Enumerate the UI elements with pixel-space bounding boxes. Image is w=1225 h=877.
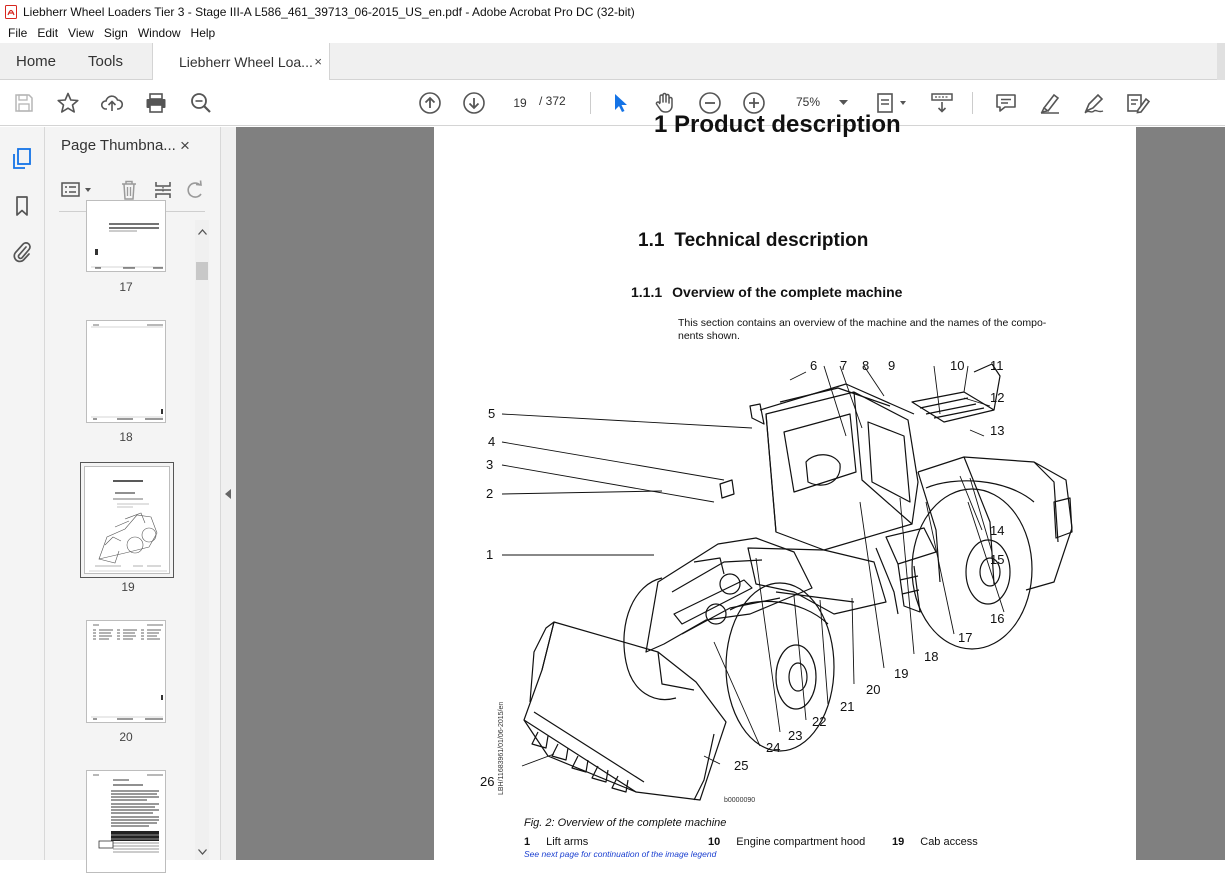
thumbnail-page-17[interactable] [86,200,166,272]
menu-sign[interactable]: Sign [103,26,128,40]
callout-4: 4 [488,434,496,449]
chapter-heading: 1 Product description [654,111,901,138]
page-thumbnails-icon[interactable] [11,147,33,171]
save-icon[interactable] [12,91,36,115]
legend-item-10 [708,836,865,848]
callout-22: 22 [812,714,827,729]
callout-9: 9 [888,358,896,373]
comment-icon[interactable] [994,91,1018,115]
menu-window[interactable]: Window [137,26,181,40]
sign-pen-icon[interactable] [1082,91,1106,115]
figure-code: b0000090 [724,797,756,804]
section-title: Technical description [674,230,869,251]
callout-16: 16 [990,611,1005,626]
document-side-code: LBH/11683961/01/06-2015/en [498,701,505,795]
toolbar-divider [972,92,973,114]
legend-number: 19 [892,836,905,848]
collapse-panel-icon[interactable] [225,489,232,501]
document-viewer[interactable] [236,111,1225,860]
callout-10: 10 [950,358,965,373]
callout-23: 23 [788,728,803,743]
callout-15: 15 [990,552,1005,567]
panel-splitter[interactable] [220,127,236,860]
bookmark-star-icon[interactable] [56,91,80,115]
callout-7: 7 [840,358,848,373]
main-toolbar [0,80,1225,126]
attachments-icon[interactable] [11,240,33,264]
page-total: / 372 [539,94,566,108]
callout-8: 8 [862,358,870,373]
legend-number: 1 [524,836,531,848]
menu-file[interactable]: File [8,26,28,40]
tab-document-label: Liebherr Wheel Loa... [179,54,313,70]
figure-caption: Fig. 2: Overview of the complete machine [524,817,727,829]
thumbnail-label: 19 [121,580,135,594]
scroll-down-icon[interactable] [198,844,207,858]
intro-paragraph: This section contains an overview of the machine and the names of the compo-nents shown. [678,317,1047,342]
legend-number: 10 [708,836,721,848]
thumbnail-page-19[interactable] [84,466,170,574]
bookmarks-icon[interactable] [11,194,33,218]
callout-6: 6 [810,358,818,373]
scrollbar-thumb[interactable] [196,262,208,280]
callout-17: 17 [958,630,973,645]
callout-20: 20 [866,682,881,697]
thumbnail-scrollbar[interactable] [195,220,209,860]
menu-bar [0,23,1225,43]
thumbnail-page-21[interactable] [86,770,166,873]
acrobat-app-icon [5,5,17,19]
zoom-value: 75% [796,95,821,109]
callout-25: 25 [734,758,749,773]
thumbnails-panel [45,127,220,860]
tab-scroll [1217,43,1225,80]
callout-1: 1 [486,547,494,562]
thumbnail-list [45,220,195,860]
zoom-select[interactable] [786,91,852,113]
legend-label: Cab access [920,836,978,848]
legend-label: Engine compartment hood [736,836,866,848]
select-cursor-icon[interactable] [608,91,632,115]
callout-21: 21 [840,699,855,714]
subsection-heading [631,284,902,300]
window-title: Liebherr Wheel Loaders Tier 3 - Stage III-A L586_461_39713_06-2015_US_en.pdf - Adobe Acrobat Pro DC (32-bit) [23,4,635,19]
toolbar-divider [590,92,591,114]
rotate-page-icon[interactable] [185,179,205,204]
subsection-title: Overview of the complete machine [672,284,903,300]
callout-26: 26 [480,774,495,789]
menu-help[interactable]: Help [190,26,216,40]
thumbnail-label: 20 [119,730,133,744]
thumbnail-page-18[interactable] [86,320,166,423]
section-number: 1.1 [638,230,665,251]
tab-home[interactable]: Home [16,53,57,70]
panel-title: Page Thumbna... [61,137,176,154]
callout-14: 14 [990,523,1005,538]
legend-item-1 [524,836,588,848]
legend-item-19 [892,836,978,848]
callout-18: 18 [924,649,939,664]
tab-bar [0,43,1225,80]
callout-12: 12 [990,390,1005,405]
previous-page-icon[interactable] [418,91,442,115]
zoom-search-icon[interactable] [189,91,213,115]
panel-close-icon[interactable]: × [180,136,190,155]
pdf-page [434,111,1136,860]
subsection-number: 1.1.1 [631,284,663,300]
scroll-mode-icon[interactable] [930,91,954,115]
callout-3: 3 [486,457,494,472]
callout-11: 11 [990,358,1004,373]
thumbnail-label: 17 [119,280,133,294]
redact-edit-icon[interactable] [1126,91,1150,115]
callout-2: 2 [486,486,494,501]
callout-5: 5 [488,406,496,421]
callout-19: 19 [894,666,909,681]
tab-document[interactable] [152,43,330,81]
callout-24: 24 [766,740,781,755]
menu-view[interactable]: View [68,26,94,40]
upload-cloud-icon[interactable] [100,91,124,115]
thumbnail-page-20[interactable] [86,620,166,723]
title-bar [0,0,1225,23]
tab-close-icon[interactable]: × [314,54,322,69]
menu-edit[interactable]: Edit [37,26,59,40]
next-page-icon[interactable] [462,91,486,115]
callout-13: 13 [990,423,1005,438]
print-icon[interactable] [144,91,168,115]
page-number-input[interactable]: 19 [505,91,535,113]
legend-label: Lift arms [546,836,589,848]
wheel-loader-drawing [480,352,1094,822]
scroll-up-icon[interactable] [198,224,207,238]
thumbnail-label: 18 [119,430,133,444]
navigation-rail [0,127,45,860]
tab-tools[interactable]: Tools [88,53,124,70]
chevron-down-icon [839,95,848,109]
highlight-pen-icon[interactable] [1038,91,1062,115]
section-heading [638,230,868,252]
continuation-link[interactable]: See next page for continuation of the image legend [524,849,717,859]
